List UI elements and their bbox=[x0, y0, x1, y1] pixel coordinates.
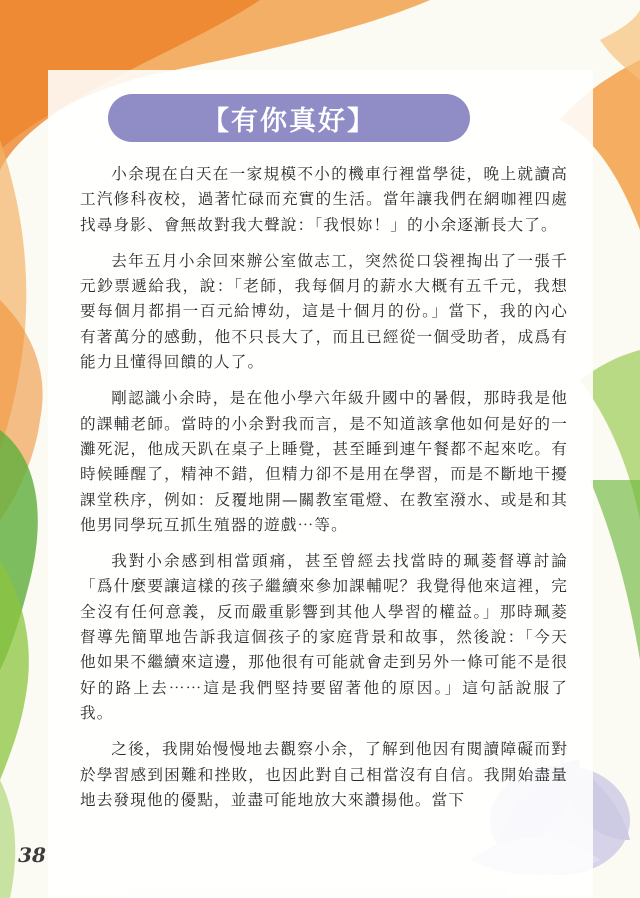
paragraph: 去年五月小余回來辦公室做志工，突然從口袋裡掏出了一張千元鈔票遞給我，說：「老師，我每個月的薪水大概有五千元，我想要每個月都捐一百元給博幼，這是十個月的份。」當下，我的內心有著萬分的感動，他不只長大了，而且已經從一個受助者，成爲有能力且懂得回饋的人了。 bbox=[80, 251, 568, 372]
paragraph: 小余現在白天在一家規模不小的機車行裡當學徒，晚上就讀高工汽修科夜校，過著忙碌而充實的生活。當年讓我們在網咖裡四處找尋身影、會無故對我大聲說：「我恨妳！」的小余逐漸長大了。 bbox=[80, 165, 568, 234]
paragraph: 之後，我開始慢慢地去觀察小余，了解到他因有閱讀障礙而對於學習感到困難和挫敗，也因此對自己相當沒有自信。我開始盡量地去發現他的優點，並盡可能地放大來讚揚他。當下 bbox=[80, 740, 568, 809]
paragraph: 我對小余感到相當頭痛，甚至曾經去找當時的珮菱督導討論「爲什麼要讓這樣的孩子繼續來參加課輔呢？我覺得他來這裡，完全沒有任何意義，反而嚴重影響到其他人學習的權益。」那時珮菱督導先簡單地告訴我這個孩子的家庭背景和故事，然後說：「今天他如果不繼續來這邊，那他很有可能就會走到另外一條可能不是很好的路上去⋯⋯這是我們堅持要留著他的原因。」這句話說服了我。 bbox=[80, 552, 568, 722]
article-body bbox=[80, 162, 568, 824]
page-number: 38 bbox=[18, 843, 46, 867]
section-heading-title: 【有你真好】 bbox=[202, 105, 376, 137]
paragraph: 剛認識小余時，是在他小學六年級升國中的暑假，那時我是他的課輔老師。當時的小余對我而言，是不知道該拿他如何是好的一灘死泥，他成天趴在桌子上睡覺，甚至睡到連午餐都不起來吃。有時候睡醒了，精神不錯，但精力卻不是用在學習，而是不斷地干擾課堂秩序，例如：反覆地開—關教室電燈、在教室潑水、或是和其他男同學玩互抓生殖器的遊戲⋯等。 bbox=[80, 389, 568, 534]
section-heading bbox=[108, 94, 470, 142]
